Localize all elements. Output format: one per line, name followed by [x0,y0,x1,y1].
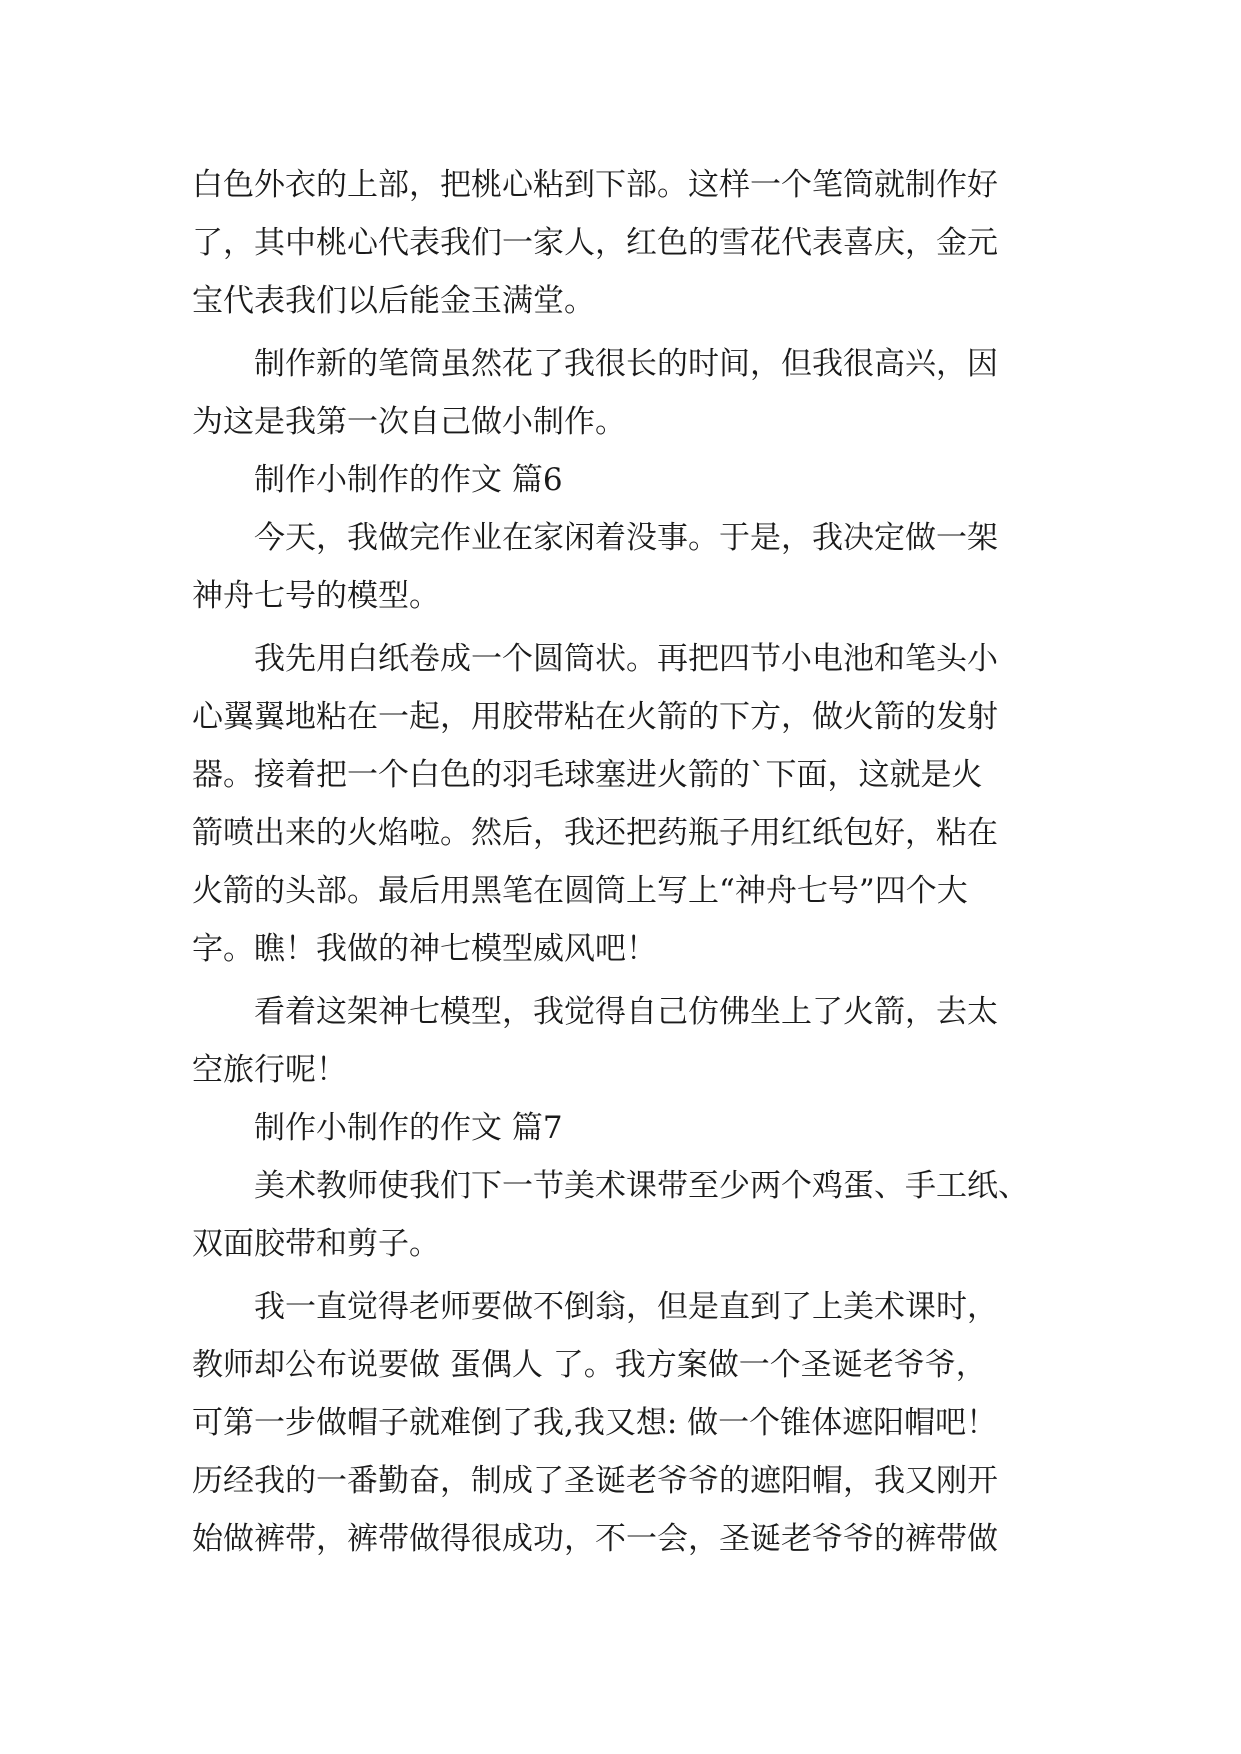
text-line: 始做裤带，裤带做得很成功，不一会，圣诞老爷爷的裤带做 [192,1521,998,1557]
text-line: 为这是我第一次自己做小制作。 [192,404,626,440]
text-line: 制作新的笔筒虽然花了我很长的时间，但我很高兴，因 [254,346,998,382]
text-line: 火箭的头部。最后用黑笔在圆筒上写上“神舟七号”四个大 [192,873,968,909]
text-line: 今天，我做完作业在家闲着没事。于是，我决定做一架 [254,520,998,556]
text-line: 双面胶带和剪子。 [192,1226,440,1262]
text-line: 历经我的一番勤奋，制成了圣诞老爷爷的遮阳帽，我又刚开 [192,1463,998,1499]
text-line: 可第一步做帽子就难倒了我,我又想: 做一个锥体遮阳帽吧！ [192,1405,998,1441]
text-line: 字。瞧！我做的神七模型威风吧！ [192,931,657,967]
text-line: 教师却公布说要做 蛋偶人 了。我方案做一个圣诞老爷爷， [192,1347,987,1383]
text-line: 宝代表我们以后能金玉满堂。 [192,283,595,319]
text-line: 白色外衣的上部，把桃心粘到下部。这样一个笔筒就制作好 [192,167,998,203]
text-line: 箭喷出来的火焰啦。然后，我还把药瓶子用红纸包好，粘在 [192,815,998,851]
text-line: 美术教师使我们下一节美术课带至少两个鸡蛋、手工纸、 [254,1168,1029,1204]
text-line: 我先用白纸卷成一个圆筒状。再把四节小电池和笔头小 [254,641,998,677]
text-line: 器。接着把一个白色的羽毛球塞进火箭的`下面，这就是火 [192,757,983,793]
section-heading: 制作小制作的作文 篇6 [254,462,563,498]
text-line: 了，其中桃心代表我们一家人，红色的雪花代表喜庆，金元 [192,225,998,261]
text-line: 看着这架神七模型，我觉得自己仿佛坐上了火箭，去太 [254,994,998,1030]
text-line: 空旅行呢！ [192,1052,347,1088]
text-line: 心翼翼地粘在一起，用胶带粘在火箭的下方，做火箭的发射 [192,699,998,735]
section-heading: 制作小制作的作文 篇7 [254,1110,563,1146]
text-line: 我一直觉得老师要做不倒翁，但是直到了上美术课时， [254,1289,998,1325]
text-line: 神舟七号的模型。 [192,578,440,614]
